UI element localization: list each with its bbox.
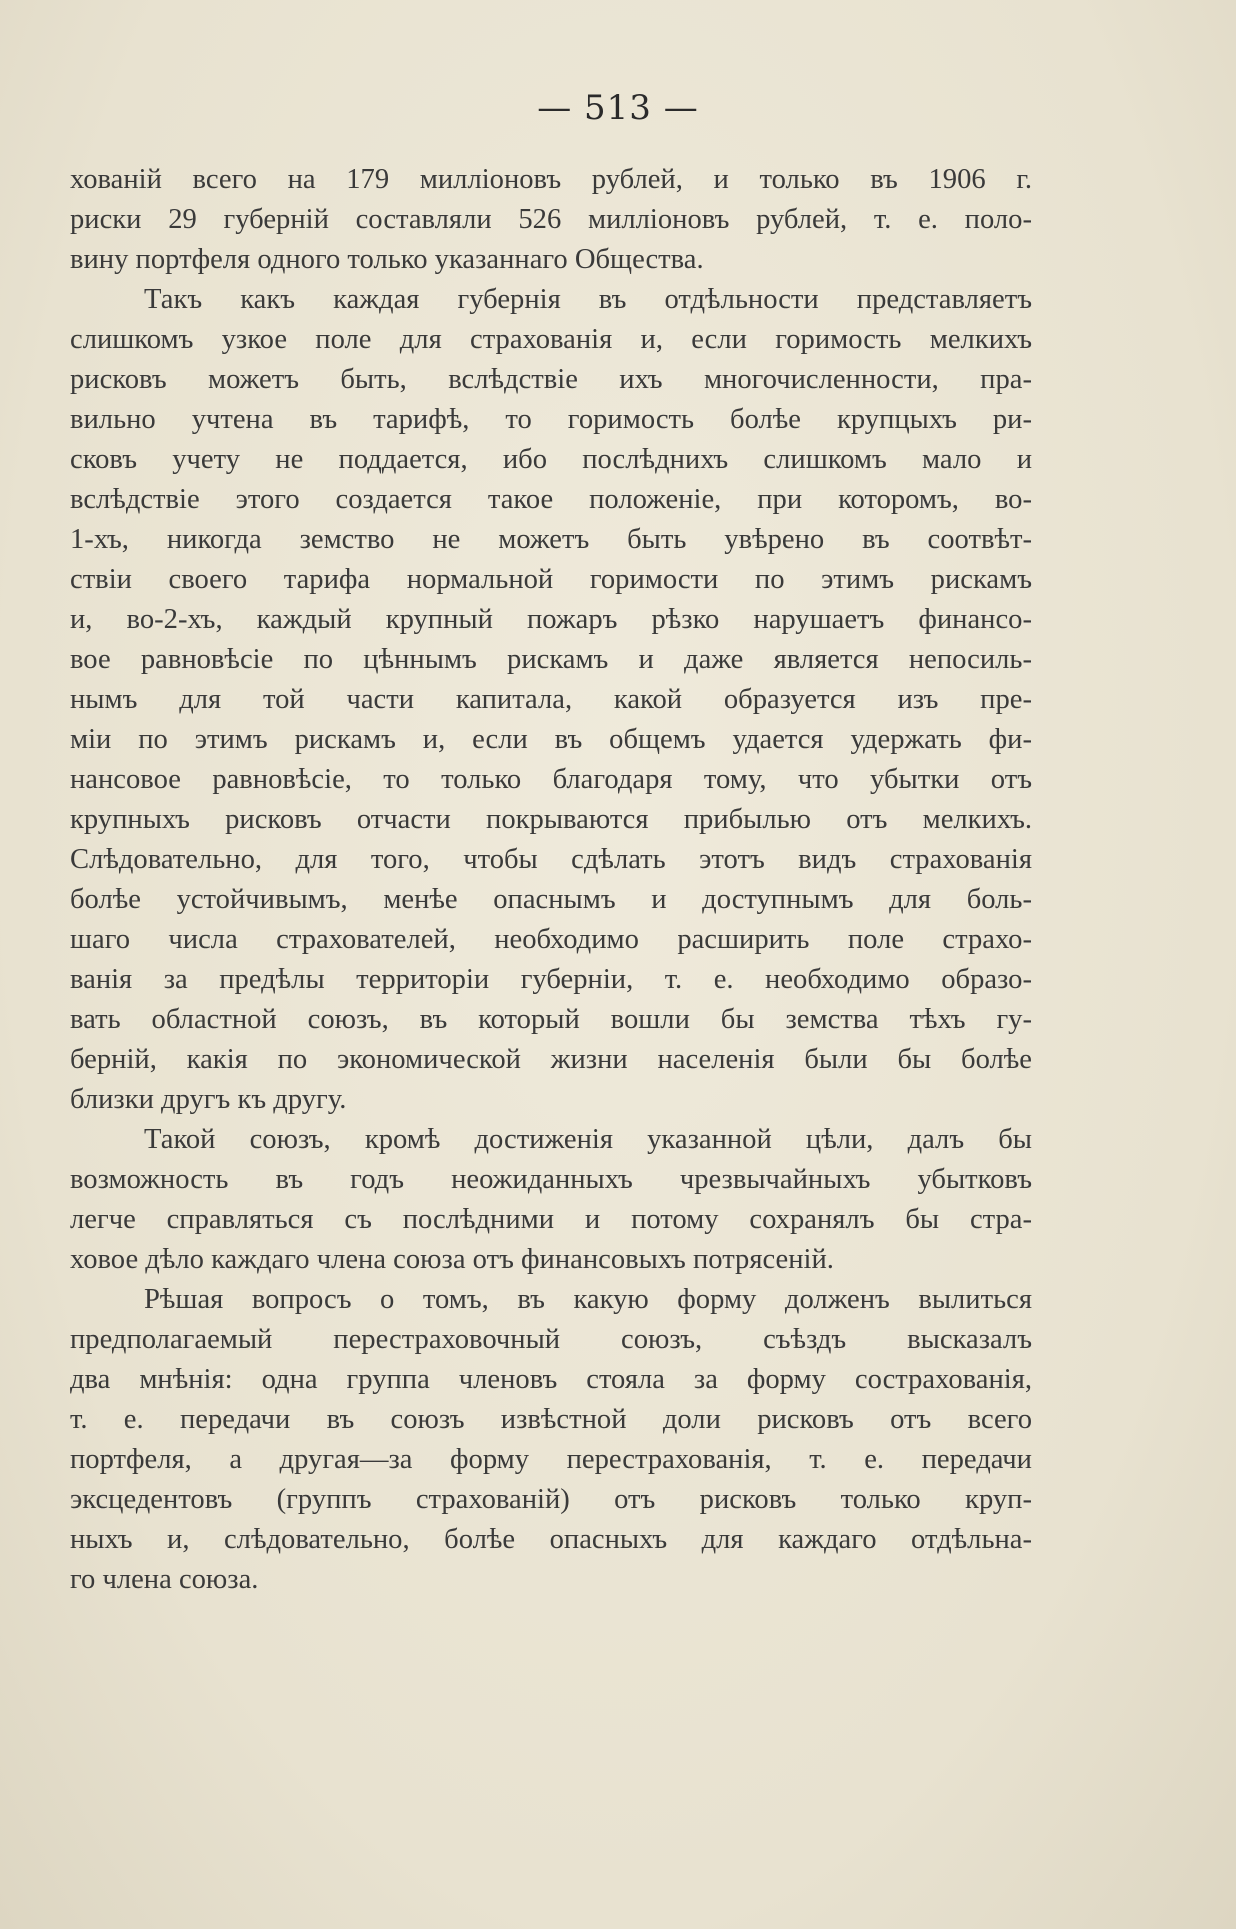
body-text	[70, 160, 1032, 1600]
text-line: хованій всего на 179 милліоновъ рублей, и только въ 1906 г.	[70, 164, 1032, 195]
text-line: и, во-2-хъ, каждый крупный пожаръ рѣзко нарушаетъ финансо-	[70, 604, 1032, 635]
text-line: близки другъ къ другу.	[70, 1084, 347, 1115]
text-line: два мнѣнія: одна группа членовъ стояла за форму сострахованія,	[70, 1364, 1032, 1395]
page-number: — 513 —	[537, 88, 699, 128]
text-line: возможность въ годъ неожиданныхъ чрезвычайныхъ убытковъ	[70, 1164, 1032, 1195]
text-line: вать областной союзъ, въ который вошли бы земства тѣхъ гу-	[70, 1004, 1032, 1035]
text-line: Слѣдовательно, для того, чтобы сдѣлать этотъ видъ страхованія	[70, 844, 1032, 875]
text-line: предполагаемый перестраховочный союзъ, съѣздъ высказалъ	[70, 1324, 1032, 1355]
text-line: портфеля, а другая—за форму перестрахованія, т. е. передачи	[70, 1444, 1032, 1475]
text-line: Такъ какъ каждая губернія въ отдѣльности представляетъ	[144, 284, 1032, 315]
text-line: ствіи своего тарифа нормальной горимости по этимъ рискамъ	[70, 564, 1032, 595]
text-line: шаго числа страхователей, необходимо расширить поле страхо-	[70, 924, 1032, 955]
text-line: слишкомъ узкое поле для страхованія и, если горимость мелкихъ	[70, 324, 1032, 355]
text-line: ныхъ и, слѣдовательно, болѣе опасныхъ для каждаго отдѣльна-	[70, 1524, 1032, 1555]
text-line: 1-хъ, никогда земство не можетъ быть увѣрено въ соотвѣт-	[70, 524, 1032, 555]
text-line: нансовое равновѣсіе, то только благодаря тому, что убытки отъ	[70, 764, 1032, 795]
text-line: болѣе устойчивымъ, менѣе опаснымъ и доступнымъ для боль-	[70, 884, 1032, 915]
text-line: нымъ для той части капитала, какой образуется изъ пре-	[70, 684, 1032, 715]
text-line: го члена союза.	[70, 1564, 259, 1595]
paragraph	[70, 1120, 1032, 1280]
text-line: т. е. передачи въ союзъ извѣстной доли рисковъ отъ всего	[70, 1404, 1032, 1435]
text-line: ванія за предѣлы территоріи губерніи, т. е. необходимо образо-	[70, 964, 1032, 995]
text-line: берній, какія по экономической жизни населенія были бы болѣе	[70, 1044, 1032, 1075]
text-line: эксцедентовъ (группъ страхованій) отъ рисковъ только круп-	[70, 1484, 1032, 1515]
text-line: вильно учтена въ тарифѣ, то горимость болѣе крупцыхъ ри-	[70, 404, 1032, 435]
text-line: сковъ учету не поддается, ибо послѣднихъ слишкомъ мало и	[70, 444, 1032, 475]
text-line: вину портфеля одного только указаннаго Общества.	[70, 244, 704, 275]
text-line: вслѣдствіе этого создается такое положеніе, при которомъ, во-	[70, 484, 1032, 515]
text-line: вое равновѣсіе по цѣннымъ рискамъ и даже является непосиль-	[70, 644, 1032, 675]
text-line: крупныхъ рисковъ отчасти покрываются прибылью отъ мелкихъ.	[70, 804, 1032, 835]
paragraph	[70, 1280, 1032, 1600]
paragraph	[70, 160, 1032, 280]
text-line: легче справляться съ послѣдними и потому сохранялъ бы стра-	[70, 1204, 1032, 1235]
text-line: ховое дѣло каждаго члена союза отъ финансовыхъ потрясеній.	[70, 1244, 834, 1275]
text-line: міи по этимъ рискамъ и, если въ общемъ удается удержать фи-	[70, 724, 1032, 755]
text-line: риски 29 губерній составляли 526 милліоновъ рублей, т. е. поло-	[70, 204, 1032, 235]
text-line: Такой союзъ, кромѣ достиженія указанной цѣли, далъ бы	[144, 1124, 1032, 1155]
text-line: Рѣшая вопросъ о томъ, въ какую форму долженъ вылиться	[144, 1284, 1032, 1315]
paragraph	[70, 280, 1032, 1120]
text-line: рисковъ можетъ быть, вслѣдствіе ихъ многочисленности, пра-	[70, 364, 1032, 395]
